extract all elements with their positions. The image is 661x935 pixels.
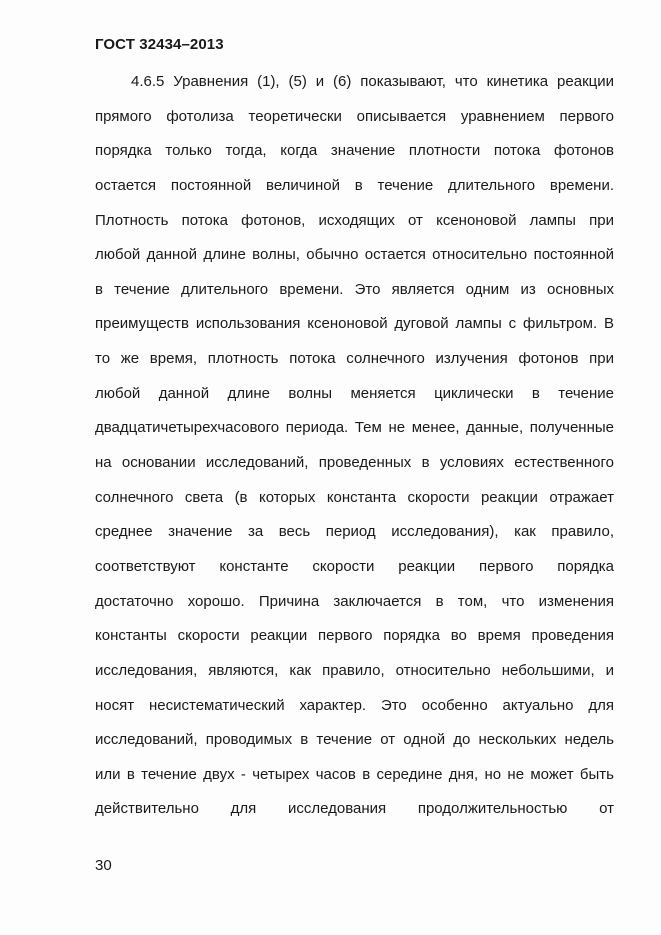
text-line: на основании исследований, проведенных в условиях естественного — [95, 454, 614, 472]
text-line: порядка только тогда, когда значение плотности потока фотонов — [95, 142, 614, 160]
text-line: достаточно хорошо. Причина заключается в том, что изменения — [95, 592, 614, 610]
text-line: носят несистематический характер. Это особенно актуально для — [95, 696, 614, 714]
text-line: остается постоянной величиной в течение длительного времени. — [95, 176, 614, 194]
text-line: константы скорости реакции первого порядка во время проведения — [95, 627, 614, 645]
standard-header: ГОСТ 32434–2013 — [95, 36, 224, 53]
text-line: исследований, проводимых в течение от одной до нескольких недель — [95, 731, 614, 749]
text-line: прямого фотолиза теоретически описывается уравнением первого — [95, 107, 614, 125]
text-line: 4.6.5 Уравнения (1), (5) и (6) показывают, что кинетика реакции — [131, 73, 614, 90]
text-line: в течение длительного времени. Это является одним из основных — [95, 280, 614, 298]
text-line: двадцатичетырехчасового периода. Тем не менее, данные, полученные — [95, 419, 614, 437]
text-line: то же время, плотность потока солнечного излучения фотонов при — [95, 350, 614, 368]
text-line: любой данной длине волны, обычно остается относительно постоянной — [95, 246, 614, 264]
page-number: 30 — [95, 857, 112, 874]
body-text — [95, 65, 614, 827]
text-line: действительно для исследования продолжительностью от — [95, 800, 614, 818]
text-line: или в течение двух - четырех часов в середине дня, но не может быть — [95, 765, 614, 783]
text-line: исследования, являются, как правило, относительно небольшими, и — [95, 661, 614, 679]
text-line: любой данной длине волны меняется циклически в течение — [95, 384, 614, 402]
text-line: Плотность потока фотонов, исходящих от ксеноновой лампы при — [95, 211, 614, 229]
text-line: солнечного света (в которых константа скорости реакции отражает — [95, 488, 614, 506]
text-line: соответствуют константе скорости реакции первого порядка — [95, 557, 614, 575]
text-line: преимуществ использования ксеноновой дуговой лампы с фильтром. В — [95, 315, 614, 333]
text-line: среднее значение за весь период исследования), как правило, — [95, 523, 614, 541]
